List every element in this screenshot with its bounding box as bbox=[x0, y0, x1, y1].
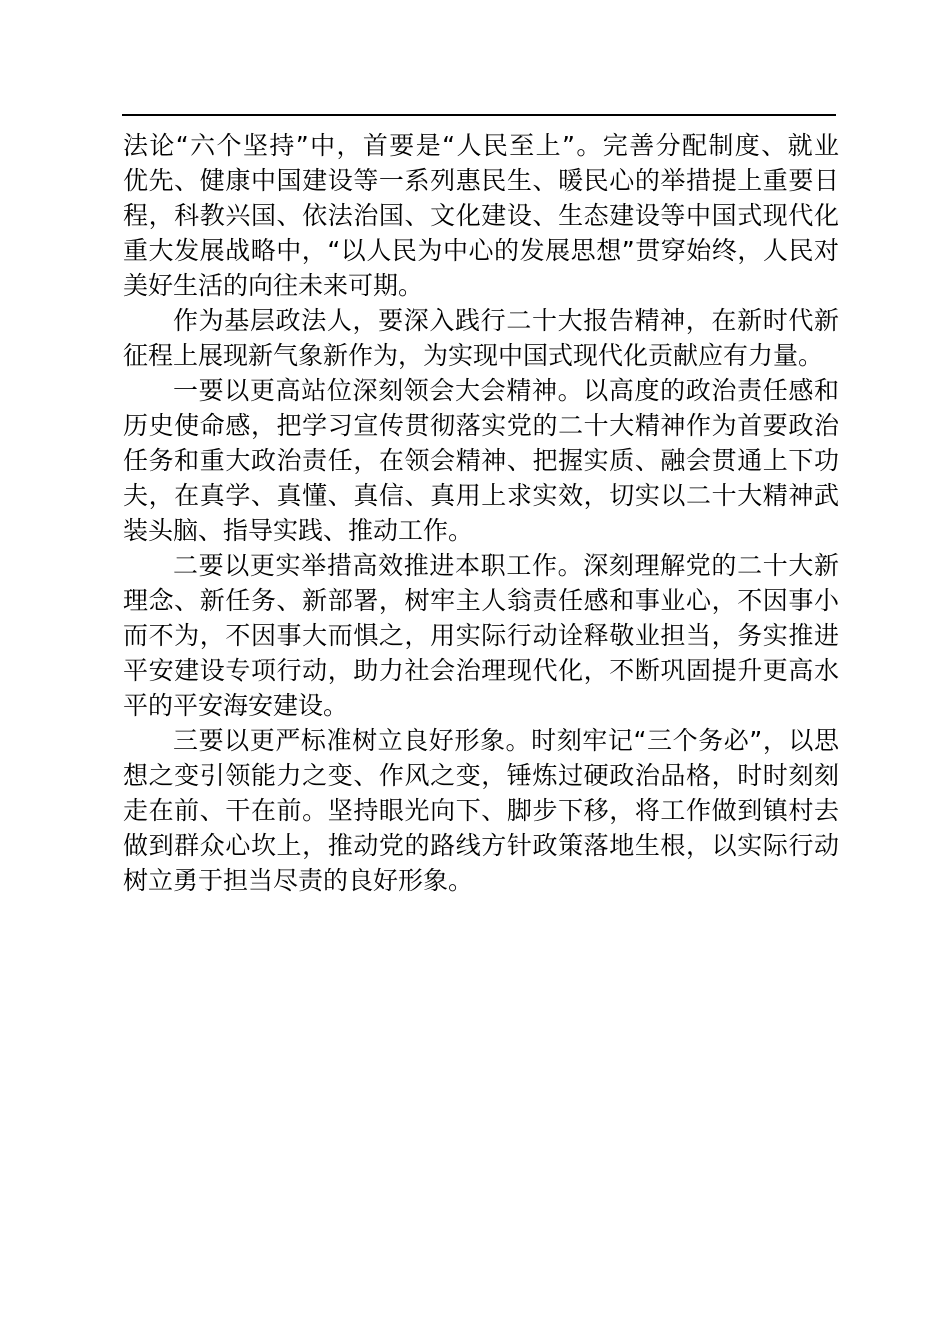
paragraph-4-line-3: 而不为，不因事大而惧之，用实际行动诠释敬业担当，务实推进 bbox=[123, 621, 839, 650]
paragraph-4-line-1: 二要以更实举措高效推进本职工作。深刻理解党的二十大新 bbox=[173, 551, 839, 580]
paragraph-1-line-3: 程，科教兴国、依法治国、文化建设、生态建设等中国式现代化 bbox=[123, 201, 839, 230]
paragraph-2-line-2: 征程上展现新气象新作为，为实现中国式现代化贡献应有力量。 bbox=[123, 341, 824, 370]
paragraph-1-line-1: 法论“六个坚持”中，首要是“人民至上”。完善分配制度、就业 bbox=[123, 131, 839, 160]
header-rule bbox=[122, 114, 836, 116]
paragraph-5-line-1: 三要以更严标准树立良好形象。时刻牢记“三个务必”，以思 bbox=[173, 726, 839, 755]
paragraph-5-line-3: 走在前、干在前。坚持眼光向下、脚步下移，将工作做到镇村去 bbox=[123, 796, 839, 825]
paragraph-3-line-1: 一要以更高站位深刻领会大会精神。以高度的政治责任感和 bbox=[173, 376, 839, 405]
paragraph-5-line-5: 树立勇于担当尽责的良好形象。 bbox=[123, 866, 474, 895]
paragraph-1-line-5: 美好生活的向往未来可期。 bbox=[123, 271, 424, 300]
paragraph-3-line-2: 历史使命感，把学习宣传贯彻落实党的二十大精神作为首要政治 bbox=[123, 411, 839, 440]
paragraph-5-line-2: 想之变引领能力之变、作风之变，锤炼过硬政治品格，时时刻刻 bbox=[123, 761, 839, 790]
document-body bbox=[123, 128, 839, 898]
paragraph-3-line-3: 任务和重大政治责任，在领会精神、把握实质、融会贯通上下功 bbox=[123, 446, 839, 475]
paragraph-2-line-1: 作为基层政法人，要深入践行二十大报告精神，在新时代新 bbox=[173, 306, 839, 335]
paragraph-4-line-2: 理念、新任务、新部署，树牢主人翁责任感和事业心，不因事小 bbox=[123, 586, 839, 615]
paragraph-5-line-4: 做到群众心坎上，推动党的路线方针政策落地生根，以实际行动 bbox=[123, 831, 839, 860]
paragraph-3-line-4: 夫，在真学、真懂、真信、真用上求实效，切实以二十大精神武 bbox=[123, 481, 839, 510]
paragraph-1-line-2: 优先、健康中国建设等一系列惠民生、暖民心的举措提上重要日 bbox=[123, 166, 839, 195]
paragraph-4-line-5: 平的平安海安建设。 bbox=[123, 691, 349, 720]
paragraph-1-line-4: 重大发展战略中，“以人民为中心的发展思想”贯穿始终，人民对 bbox=[123, 236, 839, 265]
paragraph-4-line-4: 平安建设专项行动，助力社会治理现代化，不断巩固提升更高水 bbox=[123, 656, 839, 685]
paragraph-3-line-5: 装头脑、指导实践、推动工作。 bbox=[123, 516, 474, 545]
